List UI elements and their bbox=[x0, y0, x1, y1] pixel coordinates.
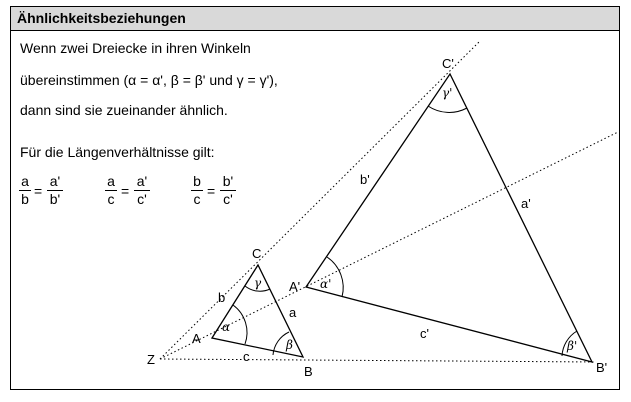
ratio-2-num1: a bbox=[107, 173, 115, 189]
ratio-3-num2: b' bbox=[222, 173, 234, 189]
label-angle-gamma2: γ' bbox=[442, 86, 453, 100]
label-point-A2: A' bbox=[289, 279, 301, 294]
label-side-c: c bbox=[243, 349, 250, 364]
label-point-Z: Z bbox=[147, 352, 155, 367]
ray-through-C bbox=[160, 41, 480, 359]
label-angle-alpha: α bbox=[222, 320, 231, 334]
angle-arc-gamma2 bbox=[428, 106, 467, 112]
label-side-b: b bbox=[218, 290, 226, 305]
ratio-2-num2: a' bbox=[136, 173, 148, 189]
ratio-2-den2: c' bbox=[137, 191, 147, 207]
triangle-large bbox=[306, 74, 592, 362]
label-point-A: A bbox=[192, 331, 201, 346]
label-point-B2: B' bbox=[596, 360, 608, 375]
page-title: Ähnlichkeitsbeziehungen bbox=[17, 10, 186, 26]
text-line-4: Für die Längenverhältnisse gilt: bbox=[20, 144, 215, 160]
label-point-C: C bbox=[252, 246, 262, 261]
label-angle-beta2: β' bbox=[567, 339, 578, 353]
ray-through-B bbox=[160, 359, 596, 362]
text-line-3: dann sind sie zueinander ähnlich. bbox=[20, 102, 228, 118]
ratio-1-num1: a bbox=[21, 173, 29, 189]
ratio-3-den2: c' bbox=[223, 191, 233, 207]
ratio-3-num1: b bbox=[193, 173, 201, 189]
angle-arc-alpha bbox=[233, 305, 247, 344]
label-point-C2: C' bbox=[442, 56, 454, 71]
ratio-2-equals: = bbox=[121, 183, 130, 199]
ratio-1-equals: = bbox=[34, 183, 43, 199]
label-angle-beta: β bbox=[286, 338, 293, 352]
ratio-2-den1: c bbox=[107, 191, 115, 207]
label-point-B: B bbox=[304, 364, 313, 379]
ratio-3-den1: c bbox=[193, 191, 201, 207]
ratio-3-equals: = bbox=[207, 183, 216, 199]
text-line-2: übereinstimmen (α = α', β = β' und γ = γ'), bbox=[20, 72, 278, 88]
ratio-1-num2: a' bbox=[49, 173, 61, 189]
label-side-a2: a' bbox=[521, 196, 531, 211]
label-angle-gamma: γ bbox=[254, 276, 262, 290]
label-side-c2: c' bbox=[420, 326, 429, 341]
ratio-1-den2: b' bbox=[49, 191, 61, 207]
text-line-1: Wenn zwei Dreiecke in ihren Winkeln bbox=[20, 40, 251, 56]
label-side-a: a bbox=[289, 305, 297, 320]
label-angle-alpha2: α' bbox=[320, 277, 332, 291]
ratio-1-den1: b bbox=[21, 191, 29, 207]
label-side-b2: b' bbox=[360, 172, 370, 187]
